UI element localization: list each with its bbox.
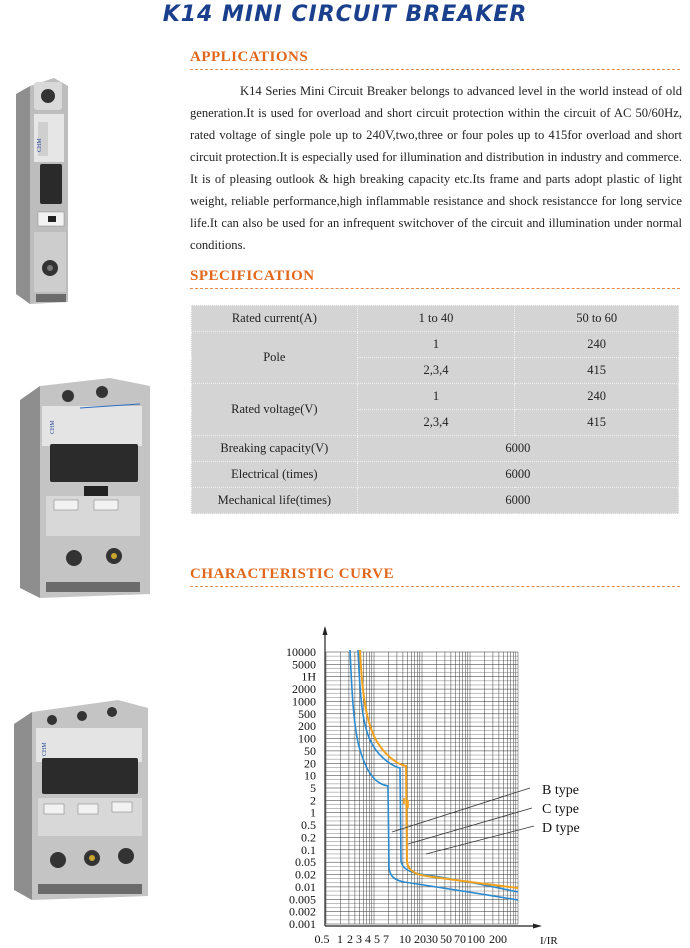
y-tick-label: 2000 xyxy=(292,682,316,697)
voltage-pole-count: 2,3,4 xyxy=(357,410,515,436)
rated-current-range-b: 50 to 60 xyxy=(515,306,679,332)
electrical-value: 6000 xyxy=(357,462,678,488)
y-tick-label: 0.005 xyxy=(289,892,316,907)
curve-divider xyxy=(190,586,680,587)
mechanical-life-value: 6000 xyxy=(357,488,678,514)
c-type-label: C type xyxy=(542,802,579,817)
rated-voltage-label: Rated voltage(V) xyxy=(192,384,358,436)
table-row xyxy=(192,384,679,410)
x-tick-label: 20 xyxy=(414,932,426,946)
rated-current-range-a: 1 to 40 xyxy=(357,306,515,332)
rated-current-label: Rated current(A) xyxy=(192,306,358,332)
y-tick-label: 5 xyxy=(310,781,316,795)
y-tick-label: 2 xyxy=(310,793,316,808)
table-row xyxy=(192,462,679,488)
product-brand-3p: CHM xyxy=(42,742,48,756)
mechanical-life-label: Mechanical life(times) xyxy=(192,488,358,514)
specification-divider xyxy=(190,288,680,289)
y-tick-label: 50 xyxy=(304,743,316,758)
y-tick-label: 0.001 xyxy=(289,917,316,931)
x-tick-label: 5 xyxy=(374,932,380,946)
y-tick-label: 1H xyxy=(301,669,316,684)
y-tick-label: 10 xyxy=(304,768,316,783)
specification-table xyxy=(191,305,679,514)
y-tick-label: 5000 xyxy=(292,657,316,672)
y-tick-label: 0.05 xyxy=(295,855,316,870)
x-tick-label: 30 xyxy=(426,932,438,946)
pole-label: Pole xyxy=(192,332,358,384)
curve-heading: CHARACTERISTIC CURVE xyxy=(190,566,395,582)
axis-lines xyxy=(323,626,543,929)
x-tick-label: 70 xyxy=(454,932,466,946)
specification-heading: SPECIFICATION xyxy=(190,268,315,284)
voltage-value: 240 xyxy=(515,384,679,410)
x-tick-label: 10 xyxy=(399,932,411,946)
y-axis-labels xyxy=(286,645,316,931)
y-tick-label: 0.1 xyxy=(301,842,316,857)
pole-value: 415 xyxy=(515,358,679,384)
curve-grid xyxy=(326,652,518,924)
y-tick-label: 10000 xyxy=(286,645,316,659)
x-tick-label: 3 xyxy=(356,932,362,946)
product-brand-2p: CHM xyxy=(50,420,56,434)
b-type-label: B type xyxy=(542,783,579,798)
y-tick-label: 0.5 xyxy=(301,818,316,833)
product-brand-1p: CHM xyxy=(37,138,43,152)
breaking-capacity-value: 6000 xyxy=(357,436,678,462)
table-row xyxy=(192,436,679,462)
x-axis-labels xyxy=(315,932,508,946)
table-row xyxy=(192,488,679,514)
x-tick-label: 50 xyxy=(440,932,452,946)
table-row xyxy=(192,306,679,332)
applications-divider xyxy=(190,69,680,70)
applications-text xyxy=(190,80,682,256)
d-type-curve xyxy=(360,650,518,888)
y-tick-label: 500 xyxy=(298,706,316,721)
triple-pole-breaker-icon xyxy=(8,700,178,902)
y-tick-label: 1000 xyxy=(292,694,316,709)
y-tick-label: 100 xyxy=(298,731,316,746)
applications-heading: APPLICATIONS xyxy=(190,49,309,65)
pole-value: 240 xyxy=(515,332,679,358)
pole-count: 1 xyxy=(357,332,515,358)
x-tick-label: 4 xyxy=(365,932,371,946)
y-tick-label: 200 xyxy=(298,719,316,734)
y-tick-label: 0.01 xyxy=(295,879,316,894)
y-tick-label: 20 xyxy=(304,756,316,771)
y-tick-label: 0.002 xyxy=(289,904,316,919)
pole-count: 2,3,4 xyxy=(357,358,515,384)
x-tick-label: 1 xyxy=(337,932,343,946)
applications-paragraph: K14 Series Mini Circuit Breaker belongs to advanced level in the world instead of old generation.It is used for overload and short circuit protection within the circuit of AC 50/60Hz, rated voltage of single pole up to 240V,two,three or four poles up to 415for overload and short circuit protection.It is especially used for illumination and distribution in industry and commerce. It is of pleasing outlook & high breaking capacity etc.Its frame and parts adopt plastic of light weight, reliable performance,high inflammable resistance and shock resistancce for long service life.It can also be used for an infrequent switchover of the circuit and illumination under normal conditions. xyxy=(190,84,682,252)
y-tick-label: 1 xyxy=(310,805,316,820)
double-pole-breaker-icon xyxy=(10,376,160,601)
c-type-curve-inner xyxy=(358,650,518,892)
d-type-label: D type xyxy=(542,821,580,836)
x-axis-unit: I/IR xyxy=(540,935,558,947)
electrical-label: Electrical (times) xyxy=(192,462,358,488)
x-tick-label: 100 xyxy=(467,932,485,946)
breaking-capacity-label: Breaking capacity(V) xyxy=(192,436,358,462)
y-tick-label: 0.02 xyxy=(295,867,316,882)
voltage-pole-count: 1 xyxy=(357,384,515,410)
x-tick-label: 0.5 xyxy=(314,932,330,946)
single-pole-breaker-icon xyxy=(8,72,108,307)
x-tick-label: 7 xyxy=(383,932,389,946)
characteristic-curve-chart xyxy=(280,626,610,948)
table-row xyxy=(192,332,679,358)
voltage-value: 415 xyxy=(515,410,679,436)
x-tick-label: 2 xyxy=(347,932,353,946)
page-title: K14 MINI CIRCUIT BREAKER xyxy=(162,2,528,27)
y-tick-label: 0.2 xyxy=(301,830,316,845)
x-tick-label: 200 xyxy=(489,932,507,946)
